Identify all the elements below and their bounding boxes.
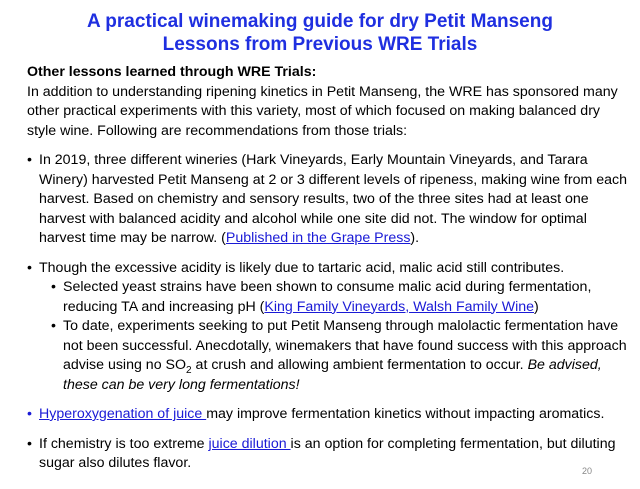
subbullet-text: To date, experiments seeking to put Petit Manseng through malolactic fermentation have not been successful. Anecdotally, winemakers that have found success with this approach advise using no SO <box>63 318 627 373</box>
title-line-1: A practical winemaking guide for dry Petit Manseng <box>87 11 553 32</box>
recommendations-list <box>27 151 627 474</box>
subbullet-text-2: at crush and allowing ambient fermentation to occur. <box>191 357 528 373</box>
advisory-italic: Be advised, these can be very long fermentations! <box>63 357 602 393</box>
list-item-dilution <box>27 435 627 474</box>
bullet-text: may improve fermentation kinetics without impacting aromatics. <box>206 406 605 422</box>
sublist-item-yeast <box>51 278 627 317</box>
bullet-text-end: ). <box>410 230 420 246</box>
hyperoxygenation-link[interactable]: Hyperoxygenation of juice <box>39 406 207 422</box>
page-number: 20 <box>581 466 592 476</box>
title-line-2: Lessons from Previous WRE Trials <box>162 34 478 55</box>
intro-paragraph: In addition to understanding ripening kinetics in Petit Manseng, the WRE has sponsored many other practical experiments with this variety, most of which focused on making balanced dry style wine. Following are recommendations from those trials: <box>27 83 618 139</box>
juice-dilution-link[interactable]: juice dilution <box>208 435 291 452</box>
king-family-walsh-link[interactable]: King Family Vineyards, Walsh Family Wine <box>264 298 535 315</box>
subbullet-text: Selected yeast strains have been shown to consume malic acid during fermentation, reducing TA and increasing pH ( <box>63 279 592 315</box>
slide-body <box>27 63 627 474</box>
grape-press-link[interactable]: Published in the Grape Press <box>225 230 411 246</box>
bullet-text: If chemistry is too extreme <box>39 435 209 452</box>
list-item-trials-2019 <box>27 151 627 249</box>
acidity-sublist <box>39 278 627 395</box>
so2-subscript: 2 <box>186 364 192 376</box>
subbullet-text-end: ) <box>534 298 539 315</box>
list-item-hyperoxygenation <box>27 405 627 425</box>
bullet-text-end: is an option for completing fermentation, but diluting sugar also dilutes flavor. <box>39 435 616 471</box>
list-item-acidity <box>27 259 627 396</box>
sublist-item-malolactic <box>51 317 627 395</box>
section-heading: Other lessons learned through WRE Trials: <box>27 64 317 80</box>
bullet-text: In 2019, three different wineries (Hark Vineyards, Early Mountain Vineyards, and Tarara Winery) harvested Petit Manseng at 2 or 3 different levels of ripeness, making wine from each harvest. Based on chemistry and sensory results, two of the three sites had at least one harvest with balanced acidity and alcohol while one site did not. The window for optimal harvest time may be narrow. ( <box>39 152 628 246</box>
bullet-text: Though the excessive acidity is likely due to tartaric acid, malic acid still contributes. <box>39 259 565 276</box>
slide-title <box>0 10 640 56</box>
